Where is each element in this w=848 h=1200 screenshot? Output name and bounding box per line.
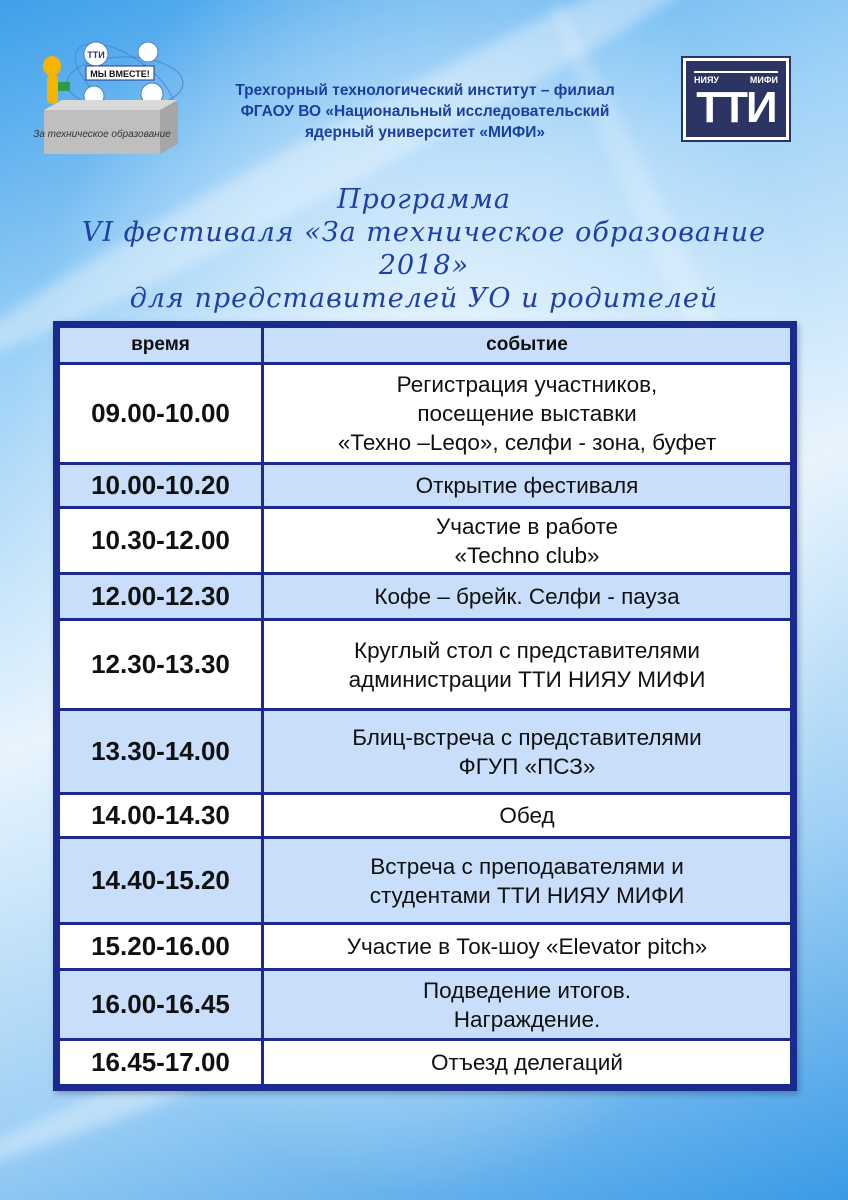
institute-line: ФГАОУ ВО «Национальный исследовательский <box>240 103 610 120</box>
time-cell: 09.00-10.00 <box>59 364 263 464</box>
event-cell <box>263 574 792 620</box>
event-line: ФГУП «ПСЗ» <box>458 753 596 779</box>
event-cell <box>263 924 792 970</box>
time-cell: 13.30-14.00 <box>59 710 263 794</box>
event-line: Кофе – брейк. Селфи - пауза <box>374 584 680 609</box>
title-line: для представителей УО и родителей <box>129 283 719 314</box>
table-row <box>59 710 792 794</box>
header-event: событие <box>263 327 792 364</box>
time-cell: 16.45-17.00 <box>59 1040 263 1086</box>
schedule-table <box>53 321 797 1091</box>
event-line: Участие в работе <box>435 513 619 539</box>
event-line: Регистрация участников, <box>396 372 658 397</box>
institute-name <box>190 80 660 143</box>
event-cell <box>263 838 792 924</box>
title-line: Программа <box>337 184 511 215</box>
event-line: студентами ТТИ НИЯУ МИФИ <box>369 882 685 908</box>
tti-logo-main: ТТИ <box>696 83 776 132</box>
event-cell <box>263 464 792 508</box>
table-row <box>59 1040 792 1086</box>
time-cell: 12.00-12.30 <box>59 574 263 620</box>
institute-line: Трехгорный технологический институт – филиал <box>235 82 615 99</box>
event-cell <box>263 364 792 464</box>
event-cell <box>263 970 792 1040</box>
logo-badge-text: ТТИ <box>87 50 105 60</box>
event-line: посещение выставки <box>417 401 637 426</box>
tti-logo <box>683 58 789 140</box>
event-line: Обед <box>499 803 555 828</box>
title-line: VI фестиваля «За техническое образование 2018» <box>81 217 767 281</box>
program-title <box>40 183 808 315</box>
event-line: Круглый стол с представителями <box>353 637 700 663</box>
tti-logo-niyau: НИЯУ <box>694 75 720 85</box>
institute-line: ядерный университет «МИФИ» <box>304 124 546 141</box>
logo-label-bottom: За техническое образование <box>33 129 171 140</box>
time-cell: 15.20-16.00 <box>59 924 263 970</box>
event-cell <box>263 1040 792 1086</box>
event-line: Открытие фестиваля <box>415 473 639 498</box>
table-row <box>59 924 792 970</box>
festival-logo <box>30 38 190 158</box>
event-line: Награждение. <box>453 1006 601 1032</box>
time-cell: 14.00-14.30 <box>59 794 263 838</box>
event-cell <box>263 710 792 794</box>
table-row <box>59 508 792 574</box>
event-line: «Техно –Leqo», селфи - зона, буфет <box>337 430 717 455</box>
table-row <box>59 794 792 838</box>
table-row <box>59 464 792 508</box>
event-cell <box>263 508 792 574</box>
time-cell: 10.30-12.00 <box>59 508 263 574</box>
table-row <box>59 364 792 464</box>
event-line: Отъезд делегаций <box>431 1050 623 1075</box>
time-cell: 16.00-16.45 <box>59 970 263 1040</box>
time-cell: 12.30-13.30 <box>59 620 263 710</box>
time-cell: 14.40-15.20 <box>59 838 263 924</box>
event-line: Подведение итогов. <box>422 977 631 1003</box>
logo-label-top: МЫ ВМЕСТЕ! <box>90 69 150 79</box>
table-row <box>59 620 792 710</box>
event-line: Встреча с преподавателями и <box>370 853 684 879</box>
table-row <box>59 970 792 1040</box>
tti-logo-mifi: МИФИ <box>749 75 778 85</box>
event-line: Участие в Ток-шоу «Elevator pitch» <box>346 934 708 959</box>
table-row <box>59 574 792 620</box>
event-line: администрации ТТИ НИЯУ МИФИ <box>348 666 706 692</box>
event-cell <box>263 620 792 710</box>
header-time: время <box>59 327 263 364</box>
table-row <box>59 838 792 924</box>
time-cell: 10.00-10.20 <box>59 464 263 508</box>
event-line: Блиц-встреча с представителями <box>352 724 702 750</box>
event-cell <box>263 794 792 838</box>
event-line: «Techno club» <box>454 542 600 568</box>
